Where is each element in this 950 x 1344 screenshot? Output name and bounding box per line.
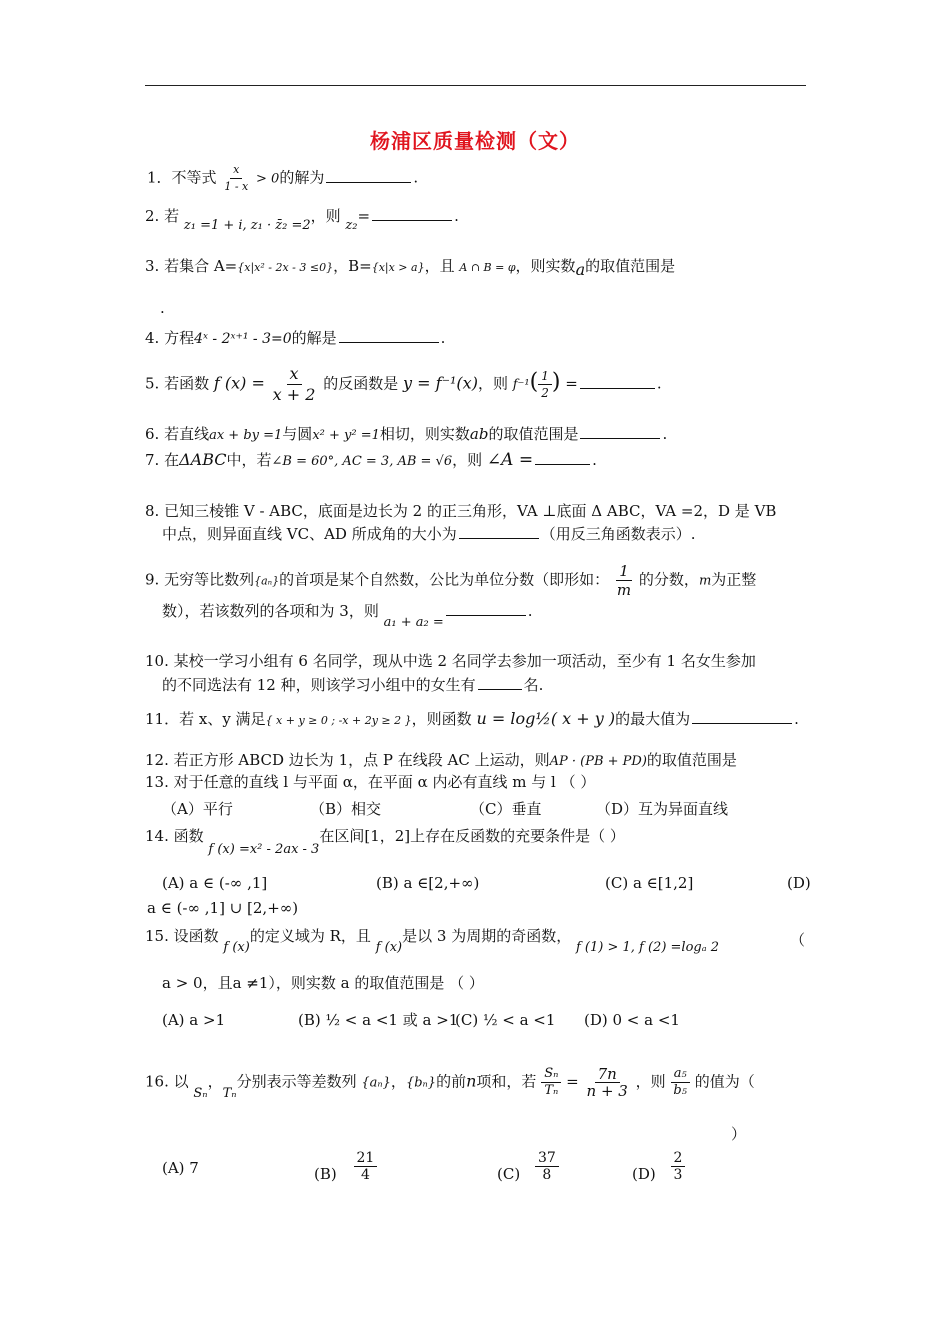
q4-prefix: 4. 方程: [145, 329, 195, 347]
header-rule: [145, 85, 806, 86]
q16-mid3: 项和，若: [476, 1072, 537, 1091]
q3-setB: {x|x > a}: [371, 261, 425, 274]
question-4: 4. 方程4ˣ - 2ˣ⁺¹ - 3=0的解是 .: [145, 329, 446, 347]
q6-prefix: 6. 若直线: [145, 425, 210, 443]
q16-eq: =: [566, 1072, 579, 1091]
q3-suffix: ，则实数: [515, 257, 576, 275]
q15-fx2: f (x): [375, 940, 403, 955]
q10-blank: [478, 675, 522, 690]
q16-option-b[interactable]: [314, 1150, 377, 1183]
q6-suffix2: 的取值范围是: [488, 425, 579, 443]
q9-line1a: 9. 无穷等比数列: [145, 570, 255, 589]
q16-r-num: 7n: [595, 1066, 620, 1083]
q16-ask-num: a₅: [671, 1066, 690, 1083]
q2-var: z₂: [345, 218, 358, 233]
q7-tri: ΔABC: [179, 450, 227, 469]
q16-option-c-label: (C): [497, 1164, 521, 1183]
q16-mid: 分别表示等差数列: [236, 1072, 357, 1091]
q16-option-d-frac: [671, 1150, 686, 1183]
q16-b: {bₙ}: [405, 1075, 437, 1091]
q11-system: { x + y ≥ 0 ; -x + 2y ≥ 2 }: [265, 714, 412, 727]
q16-option-c[interactable]: [497, 1150, 559, 1183]
q9-frac-den: m: [616, 581, 632, 599]
question-9-line2: 数），若该数列的各项和为 3，则 a₁ + a₂ =.: [162, 602, 533, 630]
q16-comma: ，: [207, 1072, 223, 1091]
q12-suffix: 的取值范围是: [646, 751, 737, 769]
q16-b-num: 21: [354, 1150, 378, 1167]
question-3: [145, 256, 675, 278]
q16-ask-den: b₅: [673, 1083, 687, 1098]
q14-option-b[interactable]: (B) a ∈[2,+∞): [376, 874, 480, 892]
q5-num: x: [287, 364, 302, 385]
q16-option-d[interactable]: [632, 1150, 685, 1183]
q3-suffix2: 的取值范围是: [585, 257, 676, 275]
q16-ratio: [541, 1066, 561, 1099]
q13-option-a[interactable]: （A）平行: [162, 800, 233, 818]
q5-eq: =: [565, 374, 578, 393]
q3-mid1: ，B=: [333, 257, 372, 275]
q5-prefix: 5. 若函数: [145, 374, 210, 393]
q8-line1: 8. 已知三棱锥 V - ABC，底面是边长为 2 的正三角形，VA ⊥底面 Δ ABC，VA =2，D 是 VB: [145, 502, 777, 520]
question-5: 5. 若函数 f (x) = $\frac{x}{x + 2}$ 的反函数是 y = f⁻¹(x)，则 f⁻¹( $\frac{1}{2}$ ) = .: [145, 364, 662, 404]
q1-num: x: [230, 162, 242, 179]
q9-seq: {aₙ}: [254, 574, 280, 588]
q14-suffix: 在区间[1，2]上存在反函数的充要条件是（ ）: [319, 827, 625, 845]
q9-blank: [446, 601, 526, 616]
q16-option-b-frac: [354, 1150, 378, 1183]
q3-cond: A ∩ B = φ: [459, 261, 516, 274]
q15-option-b[interactable]: (B) ½ < a <1 或 a >1: [298, 1011, 459, 1029]
q15-mid: 的定义域为 R，且: [249, 927, 371, 945]
q14-option-c[interactable]: (C) a ∈[1,2]: [605, 874, 694, 892]
question-14: [145, 826, 625, 857]
q15-cond: f (1) > 1, f (2) =logₐ 2: [575, 940, 720, 955]
q1-fraction: [221, 162, 251, 195]
q10-line2b: 名.: [523, 676, 544, 694]
q15-option-a[interactable]: (A) a >1: [162, 1011, 226, 1029]
q13-stem: 13. 对于任意的直线 l 与平面 α，在平面 α 内必有直线 m 与 l （ ）: [145, 773, 596, 791]
q14-option-d[interactable]: (D): [787, 874, 811, 892]
q3-prefix: 3. 若集合 A=: [145, 257, 238, 275]
q2-blank: [372, 206, 452, 221]
q16-ratio-num: Sₙ: [541, 1066, 561, 1083]
q15-mid2: 是以 3 为周期的奇函数，: [402, 927, 572, 945]
q8-line2-tail: （用反三角函数表示）.: [540, 525, 696, 543]
q16-c-den: 8: [542, 1167, 552, 1183]
q3-mid2: ，且: [424, 257, 455, 275]
q7-ask: ∠A =: [486, 450, 534, 470]
q6-var: ab: [469, 425, 489, 443]
q9-line1b: 的首项是某个自然数，公比为单位分数（即形如：: [279, 570, 610, 589]
q9-m: m: [698, 573, 712, 589]
q6-suffix: 相切，则实数: [379, 425, 470, 443]
question-1: 1．不等式 $\frac{x}{1 - x}$ > 0的解为 .: [147, 163, 419, 193]
q10-line2a: 的不同选法有 12 种，则该学习小组中的女生有: [162, 676, 476, 694]
q16-S: Sₙ: [193, 1085, 208, 1101]
q11-func: u = log½( x + y ): [476, 709, 616, 728]
q16-b-den: 4: [360, 1167, 370, 1183]
q9-line1d: 为正整: [711, 570, 757, 589]
q8-blank: [459, 524, 539, 539]
q16-prefix: 16. 以: [145, 1072, 189, 1091]
q16-n: n: [466, 1071, 477, 1091]
q16-c-num: 37: [535, 1150, 559, 1167]
q2-expr: z₁ =1 + i, z₁ · z̄₂ =2: [183, 218, 311, 233]
q7-mid2: ，则: [452, 451, 483, 469]
q5-arg-den: 2: [541, 386, 549, 400]
question-12: [145, 750, 737, 772]
q6-circle: x² + y² =1: [312, 428, 380, 443]
q11-prefix: 11．若 x、y 满足: [145, 710, 266, 728]
question-15: [145, 926, 720, 955]
q16-r-den: n + 3: [586, 1082, 628, 1100]
q16-mid2: 的前: [436, 1072, 467, 1091]
q15-prefix: 15. 设函数: [145, 927, 219, 945]
q16-d-den: 3: [673, 1167, 683, 1183]
q9-sum: a₁ + a₂ =: [383, 615, 444, 630]
q5-arg: [538, 368, 552, 401]
q4-blank: [339, 328, 439, 343]
q14-func: f (x) =x² - 2ax - 3: [208, 842, 320, 857]
question-7: 7. 在ΔABC中，若∠B = 60°, AC = 3, AB = √6，则 ∠A = .: [145, 450, 597, 470]
q7-cond: ∠B = 60°, AC = 3, AB = √6: [271, 454, 453, 469]
q16-ratio-den: Tₙ: [544, 1083, 559, 1098]
q5-mid2: ，则: [477, 374, 508, 393]
q9-frac-num: 1: [616, 562, 632, 581]
q5-inv: y = f⁻¹(x): [403, 373, 478, 393]
q16-comma2: ，: [390, 1072, 406, 1091]
q2-prefix: 2. 若: [145, 207, 180, 225]
q6-mid: 与圆: [282, 425, 313, 443]
q5-arg-num: 1: [538, 368, 552, 385]
q10-line1: 10. 某校一学习小组有 6 名同学，现从中选 2 名同学去参加一项活动，至少有 1 名女生参加: [145, 652, 756, 670]
q3-var: a: [575, 260, 586, 279]
q6-line: ax + by =1: [209, 428, 283, 443]
question-6: 6. 若直线ax + by =1与圆x² + y² =1相切，则实数ab的取值范围是 .: [145, 425, 668, 443]
q2-mid: ，则: [310, 207, 341, 225]
q11-mid: ，则函数: [411, 710, 472, 728]
q4-suffix: 的解是: [291, 329, 337, 347]
q16-suffix: 的值为（: [694, 1072, 755, 1091]
q1-prefix: 1．不等式: [147, 168, 217, 187]
q15-option-d[interactable]: (D) 0 < a <1: [584, 1011, 680, 1029]
q3-tail: .: [160, 299, 165, 317]
q5-lhs: f (x) =: [213, 373, 265, 393]
q16-d-num: 2: [671, 1150, 686, 1167]
q13-option-b[interactable]: （B）相交: [310, 800, 382, 818]
q16-r: [584, 1066, 631, 1099]
q11-suffix: 的最大值为: [615, 710, 691, 728]
q16-option-d-label: (D): [632, 1164, 656, 1183]
q5-call: f⁻¹: [512, 377, 530, 393]
q16-mid4: ，则: [635, 1072, 666, 1091]
q16-option-b-label: (B): [314, 1164, 337, 1183]
q9-line2a: 数），若该数列的各项和为 3，则: [162, 602, 379, 620]
q7-prefix: 7. 在: [145, 451, 180, 469]
q8-line2: 中点，则异面直线 VC、AD 所成角的大小为: [162, 525, 457, 543]
q9-line1c: 的分数，: [638, 570, 699, 589]
q16-option-a[interactable]: (A) 7: [162, 1159, 199, 1177]
q12-expr: AP · (PB + PD): [549, 754, 647, 769]
q15-line2: a > 0，且a ≠1），则实数 a 的取值范围是 （ ）: [162, 974, 484, 992]
q14-prefix: 14. 函数: [145, 827, 204, 845]
q2-suffix: =: [357, 207, 371, 225]
q7-mid: 中，若: [226, 451, 272, 469]
question-10-line2: [162, 675, 543, 695]
q13-option-d[interactable]: （D）互为异面直线: [596, 800, 729, 818]
q1-blank: [326, 168, 411, 183]
question-8-line2: [162, 524, 696, 544]
q4-expr: 4ˣ - 2ˣ⁺¹ - 3=0: [194, 331, 292, 347]
q12-prefix: 12. 若正方形 ABCD 边长为 1，点 P 在线段 AC 上运动，则: [145, 751, 550, 769]
q15-paren: （: [790, 931, 806, 949]
question-9-line1: [145, 562, 756, 599]
q16-T: Tₙ: [222, 1085, 237, 1101]
question-2: 2. 若 z₁ =1 + i, z₁ · z̄₂ =2，则 z₂= .: [145, 207, 459, 233]
q5-blank: [580, 374, 655, 389]
q14-option-d-cont: a ∈ (-∞ ,1] ∪ [2,+∞): [147, 899, 299, 917]
q9-fraction: [614, 562, 634, 599]
q7-blank: [535, 450, 590, 465]
q16-close: ）: [731, 1125, 747, 1143]
page-title: 杨浦区质量检测（文）: [370, 129, 580, 153]
question-11: 11．若 x、y 满足{ x + y ≥ 0 ; -x + 2y ≥ 2 }，则函数 u = log½( x + y )的最大值为 .: [145, 709, 799, 728]
q1-suffix: 的解为: [279, 168, 325, 187]
q16-a: {aₙ}: [361, 1075, 391, 1091]
q11-blank: [692, 709, 792, 724]
q6-blank: [580, 424, 660, 439]
q1-den: 1 - x: [224, 180, 249, 193]
q1-rel: > 0: [256, 171, 280, 187]
q14-option-a[interactable]: (A) a ∈ (-∞ ,1]: [162, 874, 268, 892]
q3-setA: {x|x² - 2x - 3 ≤0}: [237, 261, 334, 274]
q16-ask: [670, 1066, 690, 1099]
q16-option-c-frac: [535, 1150, 559, 1183]
q5-fraction: [270, 364, 319, 405]
q15-fx: f (x): [223, 940, 250, 955]
q5-mid: 的反函数是: [323, 374, 399, 393]
q15-option-c[interactable]: (C) ½ < a <1: [455, 1011, 556, 1029]
q13-option-c[interactable]: （C）垂直: [470, 800, 542, 818]
question-16: [145, 1066, 755, 1099]
q5-den: x + 2: [272, 385, 316, 404]
